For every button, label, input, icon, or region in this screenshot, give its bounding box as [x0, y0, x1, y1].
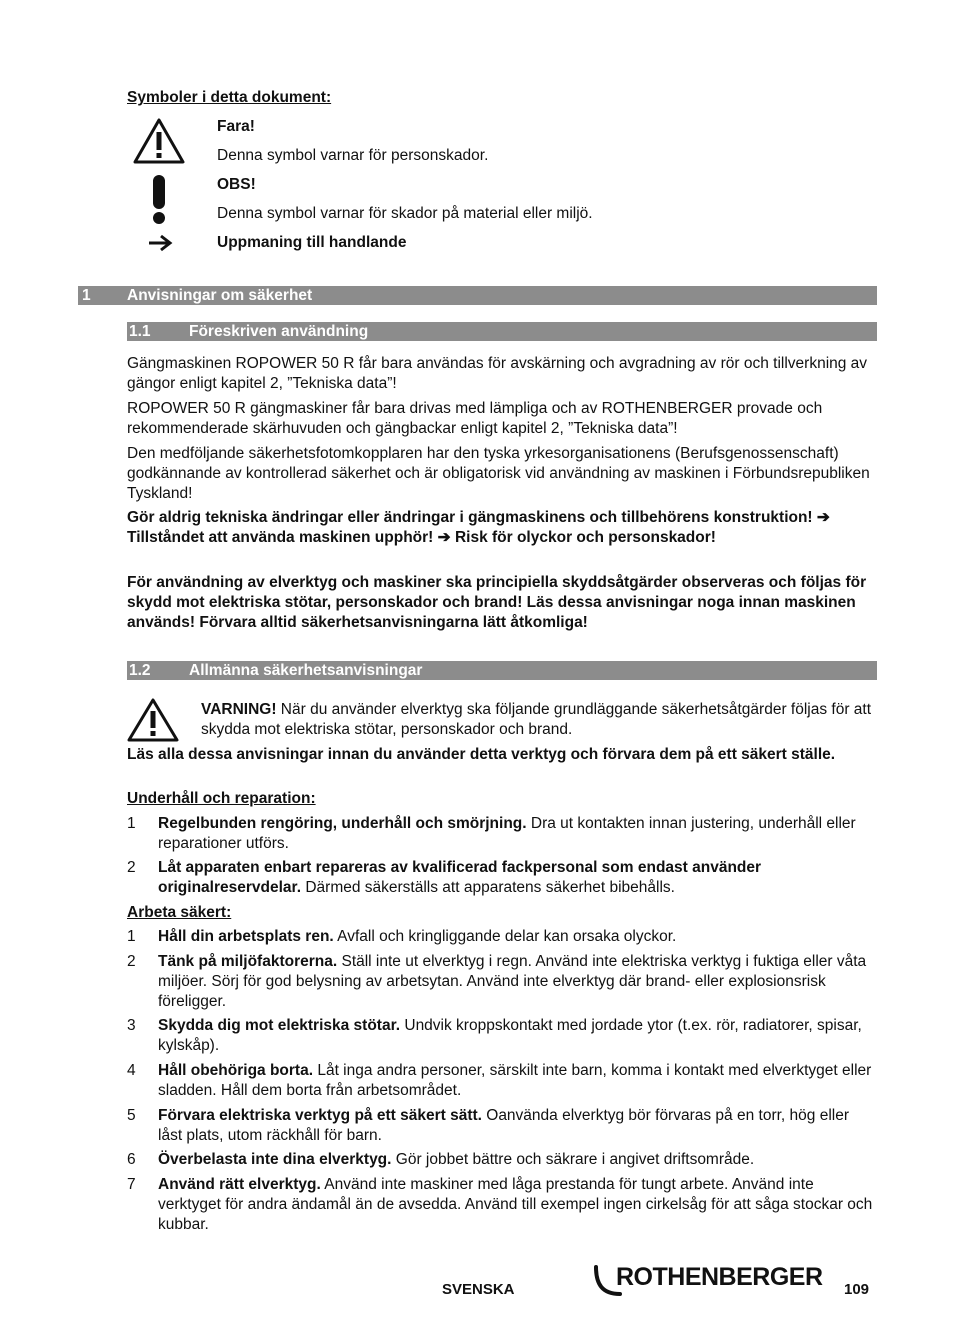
list-number: 2 [127, 859, 136, 876]
list-content: Tänk på miljöfaktorerna. Ställ inte ut elverktyg i regn. Använd inte elektriska verktyg i fuktiga eller våta miljöer. Sörj för god belysning av arbetsytan. Använd inte elverktyg där brand- eller explosionsrisk föreligger. [158, 953, 867, 1010]
section-number: 1.2 [129, 662, 151, 679]
list-content: Håll obehöriga borta. Låt inga andra personer, särskilt inte barn, komma i kontakt med elverktyget eller sladden. Håll dem borta från arbetsområdet. [158, 1062, 872, 1099]
list-number: 4 [127, 1062, 136, 1079]
paragraph: Gängmaskinen ROPOWER 50 R får bara användas för avskärning och avgradning av rör och tillverkning av gängor enligt kapitel 2, ”Tekniska data”! [127, 355, 868, 392]
symbols-heading: Symboler i detta dokument: [127, 89, 332, 106]
section-1-1-bar [127, 322, 877, 341]
list-content: Låt apparaten enbart repareras av kvalificerad fackpersonal som endast använder originalreservdelar. Därmed säkerställs att apparatens säkerhet bibehålls. [158, 859, 762, 896]
section-number: 1.1 [129, 323, 151, 340]
warning-label: VARNING! [201, 701, 277, 718]
list-content: Regelbunden rengöring, underhåll och smörjning. Dra ut kontakten innan justering, underhåll eller reparationer utförs. [158, 815, 856, 852]
warning-paragraph [201, 700, 877, 740]
paragraph: Den medföljande säkerhetsfotomkopplaren har den tyska yrkesorganisationens (Berufsgenossenschaft) godkännande av kontrollerad säkerhet och är obligatorisk vid användning av maskinen i Förbundsrepubliken Tyskland! [127, 445, 870, 502]
notice-title: OBS! [217, 176, 256, 193]
list-number: 5 [127, 1107, 136, 1124]
section-title: Anvisningar om säkerhet [127, 287, 313, 304]
list-number: 7 [127, 1176, 136, 1193]
p4-part-a: Gör aldrig tekniska ändringar eller ändringar i gängmaskinens och tillbehörens konstruktion! [127, 509, 817, 526]
action-text: Uppmaning till handlande [217, 234, 407, 251]
warning-triangle-icon [132, 117, 186, 165]
arrow-right-icon: ➔ [816, 509, 830, 526]
list-content: Överbelasta inte dina elverktyg. Gör jobbet bättre och säkrare i angivet driftsområde. [158, 1151, 755, 1168]
p4-part-c: Risk för olyckor och personskador! [450, 529, 716, 546]
list-content: Förvara elektriska verktyg på ett säkert sätt. Oanvända elverktyg bör förvaras på en torr, hög eller låst plats, utom räckhåll för barn. [158, 1107, 849, 1144]
read-all-paragraph: Läs alla dessa anvisningar innan du använder detta verktyg och förvara dem på ett säkert ställe. [127, 746, 836, 763]
list-number: 1 [127, 928, 136, 945]
section-number: 1 [82, 287, 91, 304]
warning-triangle-icon [126, 697, 180, 743]
list-content: Använd rätt elverktyg. Använd inte maskiner med låga prestanda för tungt arbete. Använd inte verktyget för andra ändamål än de avsedda. Använd till exempel ingen cirkelsåg för att såga stockar och kubbar. [158, 1176, 873, 1233]
list-number: 6 [127, 1151, 136, 1168]
exclamation-icon [150, 173, 168, 225]
section-1-2-bar [127, 661, 877, 680]
logo-wordmark: ROTHENBERGER [616, 1263, 823, 1291]
list-number: 2 [127, 953, 136, 970]
rothenberger-logo [592, 1262, 828, 1298]
section-title: Allmänna säkerhetsanvisningar [189, 662, 423, 679]
arrow-right-icon [148, 234, 174, 252]
notice-text: Denna symbol varnar för skador på material eller miljö. [217, 205, 593, 222]
footer-language: SVENSKA [442, 1281, 515, 1298]
list-number: 3 [127, 1017, 136, 1034]
danger-text: Denna symbol varnar för personskador. [217, 147, 489, 164]
maintenance-heading: Underhåll och reparation: [127, 790, 316, 807]
paragraph-bold: För användning av elverktyg och maskiner ska principiella skyddsåtgärder observeras och följas för skydd mot elektriska stötar, personskador och brand! Läs dessa anvisningar noga innan maskinen används! Förvara alltid säkerhetsanvisningarna lätt åtkomliga! [127, 574, 867, 631]
page-number: 109 [844, 1281, 870, 1298]
p4-part-b: Tillståndet att använda maskinen upphör! [127, 529, 438, 546]
warning-text: När du använder elverktyg ska följande grundläggande säkerhetsåtgärder följas för att skydda mot elektriska stötar, personskador och brand. [201, 701, 872, 738]
paragraph-bold [127, 508, 877, 548]
work-heading: Arbeta säkert: [127, 904, 232, 921]
section-1-bar [78, 286, 877, 305]
list-content: Håll din arbetsplats ren. Avfall och kringliggande delar kan orsaka olyckor. [158, 928, 677, 945]
danger-title: Fara! [217, 118, 255, 135]
list-content: Skydda dig mot elektriska stötar. Undvik kroppskontakt med jordade ytor (t.ex. rör, radiatorer, spisar, kylskåp). [158, 1017, 862, 1054]
list-number: 1 [127, 815, 136, 832]
arrow-right-icon: ➔ [437, 529, 451, 546]
section-title: Föreskriven användning [189, 323, 369, 340]
paragraph: ROPOWER 50 R gängmaskiner får bara drivas med lämpliga och av ROTHENBERGER provade och rekommenderade skärhuvuden och gängbackar enligt kapitel 2, ”Tekniska data”! [127, 400, 823, 437]
